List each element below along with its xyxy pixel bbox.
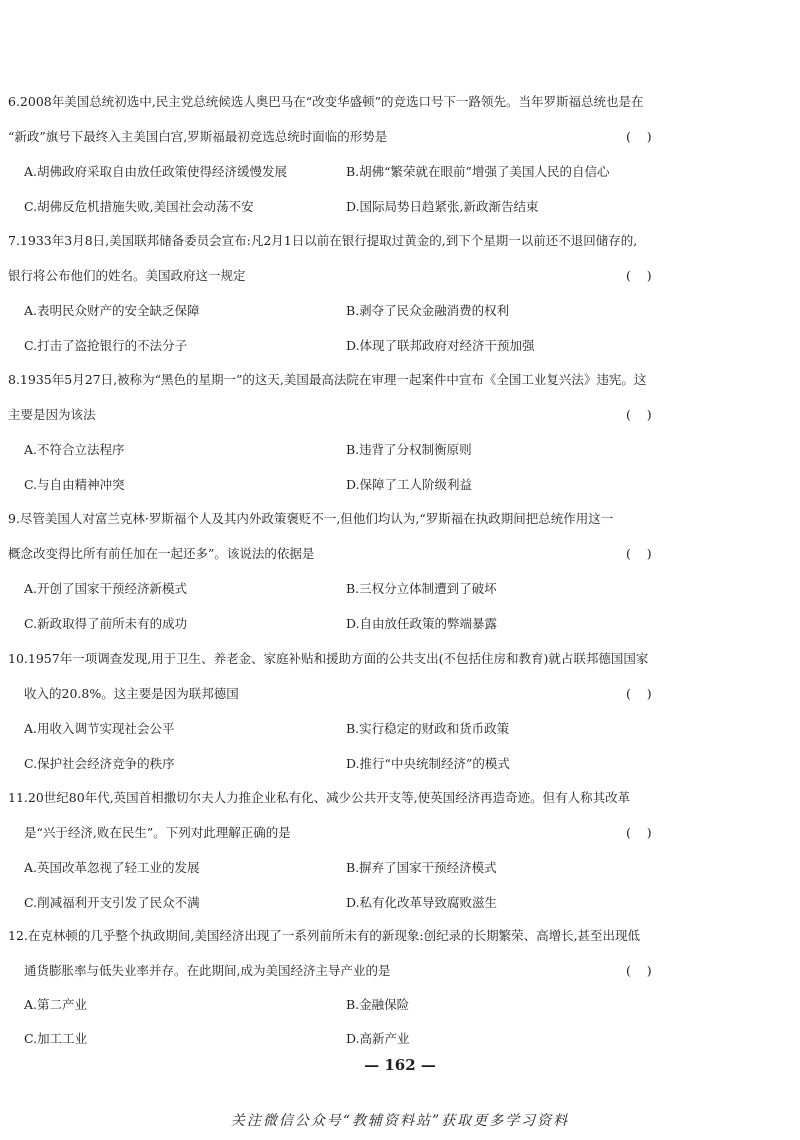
answer-blank: ( ) <box>626 129 652 144</box>
option-c: C.打击了盗抢银行的不法分子 <box>24 338 188 353</box>
question-stem-line: 主要是因为该法 <box>8 407 96 422</box>
option-b: B.三权分立体制遭到了破坏 <box>346 581 497 596</box>
answer-blank: ( ) <box>626 546 652 561</box>
question-stem-line: “新政”旗号下最终入主美国白宫,罗斯福最初竞选总统时面临的形势是 <box>8 129 388 144</box>
option-a: A.英国改革忽视了轻工业的发展 <box>24 860 200 875</box>
option-d: D.保障了工人阶级利益 <box>346 477 473 492</box>
question-stem-line: 银行将公布他们的姓名。美国政府这一规定 <box>8 268 246 283</box>
option-a: A.胡佛政府采取自由放任政策使得经济缓慢发展 <box>24 164 288 179</box>
option-d: D.私有化改革导致腐败滋生 <box>346 895 498 910</box>
question-stem-line: 10.1957年一项调查发现,用于卫生、养老金、家庭补贴和援助方面的公共支出(不包括住房和教育)就占联邦德国国家 <box>8 651 649 666</box>
answer-blank: ( ) <box>626 407 652 422</box>
answer-blank: ( ) <box>626 686 652 701</box>
option-b: B.摒弃了国家干预经济模式 <box>346 860 497 875</box>
option-a: A.表明民众财产的安全缺乏保障 <box>24 303 200 318</box>
option-c: C.与自由精神冲突 <box>24 477 125 492</box>
option-c: C.胡佛反危机措施失败,美国社会动荡不安 <box>24 199 254 214</box>
question-stem-line: 收入的20.8%。这主要是因为联邦德国 <box>24 686 239 701</box>
question-stem-line: 12.在克林顿的几乎整个执政期间,美国经济出现了一系列前所未有的新现象:创纪录的长期繁荣、高增长,甚至出现低 <box>8 928 641 943</box>
answer-blank: ( ) <box>626 963 652 978</box>
option-d: D.自由放任政策的弊端暴露 <box>346 616 498 631</box>
option-d: D.体现了联邦政府对经济干预加强 <box>346 338 535 353</box>
option-c: C.保护社会经济竞争的秩序 <box>24 756 175 771</box>
question-stem-line: 概念改变得比所有前任加在一起还多”。该说法的依据是 <box>8 546 315 561</box>
option-c: C.新政取得了前所未有的成功 <box>24 616 188 631</box>
option-b: B.违背了分权制衡原则 <box>346 442 472 457</box>
question-stem-line: 6.2008年美国总统初选中,民主党总统候选人奥巴马在“改变华盛顿”的竞选口号下一路领先。当年罗斯福总统也是在 <box>8 94 644 109</box>
option-d: D.推行“中央统制经济”的模式 <box>346 756 510 771</box>
page-number: — 162 — <box>364 1056 436 1074</box>
option-d: D.高新产业 <box>346 1031 410 1046</box>
option-b: B.实行稳定的财政和货币政策 <box>346 721 510 736</box>
question-stem-line: 通货膨胀率与低失业率并存。在此期间,成为美国经济主导产业的是 <box>24 963 391 978</box>
option-c: C.削减福利开支引发了民众不满 <box>24 895 200 910</box>
option-a: A.用收入调节实现社会公平 <box>24 721 175 736</box>
option-a: A.第二产业 <box>24 997 88 1012</box>
option-b: B.剥夺了民众金融消费的权利 <box>346 303 510 318</box>
option-c: C.加工工业 <box>24 1031 88 1046</box>
option-b: B.胡佛“繁荣就在眼前”增强了美国人民的自信心 <box>346 164 610 179</box>
question-stem-line: 11.20世纪80年代,英国首相撒切尔夫人力推企业私有化、减少公共开支等,使英国经济再造奇迹。但有人称其改革 <box>8 790 631 805</box>
option-a: A.不符合立法程序 <box>24 442 125 457</box>
question-stem-line: 是“兴于经济,败在民生”。下列对此理解正确的是 <box>24 825 291 840</box>
question-stem-line: 7.1933年3月8日,美国联邦储备委员会宣布:凡2月1日以前在银行提取过黄金的,到下个星期一以前还不退回储存的, <box>8 233 638 248</box>
option-b: B.金融保险 <box>346 997 410 1012</box>
question-stem-line: 9.尽管美国人对富兰克林·罗斯福个人及其内外政策褒贬不一,但他们均认为,“罗斯福在执政期间把总统作用这一 <box>8 511 614 526</box>
answer-blank: ( ) <box>626 825 652 840</box>
option-d: D.国际局势日趋紧张,新政渐告结束 <box>346 199 539 214</box>
option-a: A.开创了国家干预经济新模式 <box>24 581 188 596</box>
footer-note: 关注微信公众号“教辅资料站”获取更多学习资料 <box>230 1113 570 1129</box>
question-stem-line: 8.1935年5月27日,被称为“黑色的星期一”的这天,美国最高法院在审理一起案件中宣布《全国工业复兴法》违宪。这 <box>8 372 647 387</box>
answer-blank: ( ) <box>626 268 652 283</box>
